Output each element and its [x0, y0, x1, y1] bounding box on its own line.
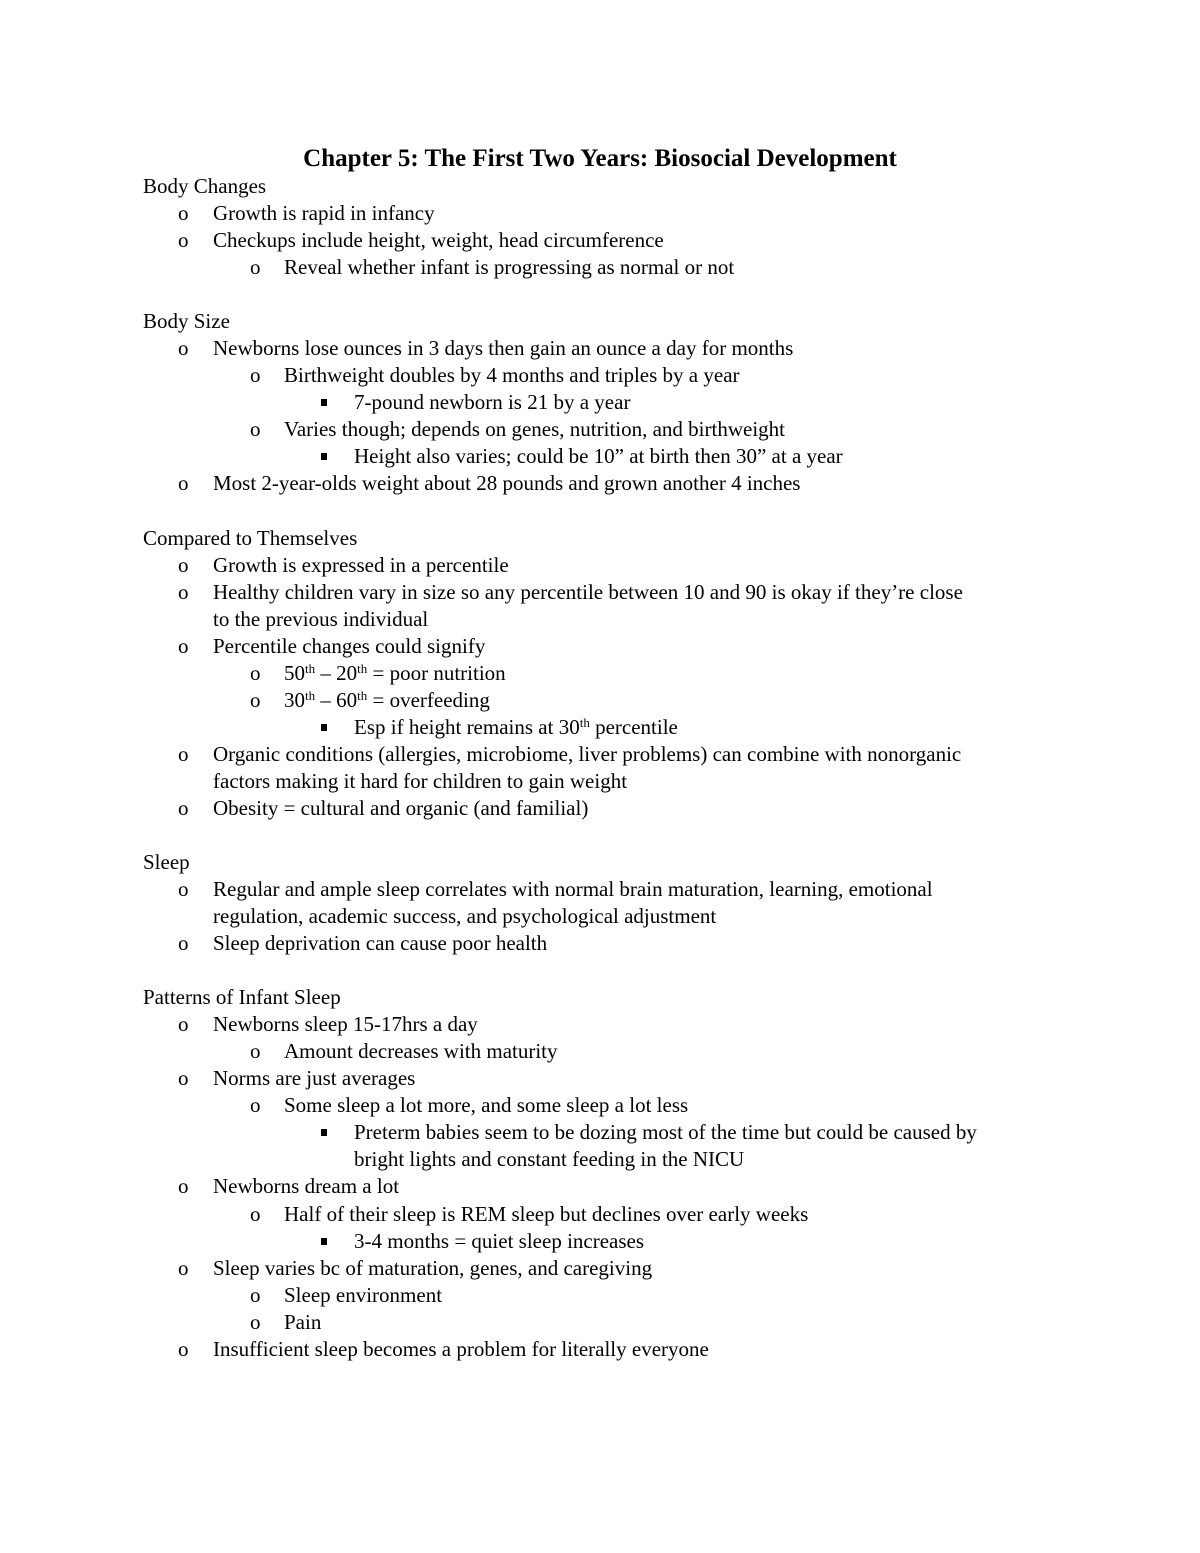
list-item: Norms are just averages	[213, 1066, 416, 1090]
bullet-marker: o	[178, 1256, 189, 1280]
list-item-continuation: bright lights and constant feeding in the NICU	[354, 1147, 745, 1171]
list-item: Sleep environment	[284, 1283, 443, 1307]
bullet-marker: o	[178, 1337, 189, 1361]
square-bullet-icon	[321, 399, 327, 406]
bullet-marker: o	[250, 1202, 261, 1226]
list-item-continuation: factors making it hard for children to gain weight	[213, 769, 628, 793]
list-item: Pain	[284, 1310, 322, 1334]
list-item: Esp if height remains at 30th percentile	[354, 715, 678, 739]
list-item: Varies though; depends on genes, nutrition, and birthweight	[284, 417, 785, 441]
list-item: Reveal whether infant is progressing as normal or not	[284, 255, 735, 279]
bullet-marker: o	[178, 580, 189, 604]
bullet-marker: o	[178, 877, 189, 901]
bullet-marker: o	[250, 417, 261, 441]
bullet-marker: o	[178, 228, 189, 252]
list-item-continuation: to the previous individual	[213, 607, 429, 631]
list-item: Growth is rapid in infancy	[213, 201, 435, 225]
list-item: 7-pound newborn is 21 by a year	[354, 390, 631, 414]
bullet-marker: o	[250, 688, 261, 712]
list-item: Growth is expressed in a percentile	[213, 553, 509, 577]
list-item: Obesity = cultural and organic (and familial)	[213, 796, 589, 820]
bullet-marker: o	[250, 1310, 261, 1334]
list-item: Birthweight doubles by 4 months and triples by a year	[284, 363, 740, 387]
list-item: 50th – 20th = poor nutrition	[284, 661, 506, 685]
bullet-marker: o	[250, 363, 261, 387]
list-item: Newborns lose ounces in 3 days then gain an ounce a day for months	[213, 336, 794, 360]
square-bullet-icon	[321, 724, 327, 731]
list-item: Newborns sleep 15-17hrs a day	[213, 1012, 478, 1036]
list-item: Sleep deprivation can cause poor health	[213, 931, 548, 955]
bullet-marker: o	[178, 336, 189, 360]
square-bullet-icon	[321, 1129, 327, 1136]
list-item: Percentile changes could signify	[213, 634, 486, 658]
list-item-continuation: regulation, academic success, and psychological adjustment	[213, 904, 717, 928]
list-item: Sleep varies bc of maturation, genes, and caregiving	[213, 1256, 653, 1280]
list-item: Newborns dream a lot	[213, 1174, 400, 1198]
list-item: Amount decreases with maturity	[284, 1039, 558, 1063]
bullet-marker: o	[178, 1066, 189, 1090]
bullet-marker: o	[178, 1174, 189, 1198]
section-heading-sleep: Sleep	[143, 850, 190, 874]
bullet-marker: o	[178, 1012, 189, 1036]
section-heading-patterns-of-infant-sleep: Patterns of Infant Sleep	[143, 985, 341, 1009]
bullet-marker: o	[250, 661, 261, 685]
bullet-marker: o	[178, 742, 189, 766]
bullet-marker: o	[250, 1283, 261, 1307]
bullet-marker: o	[178, 796, 189, 820]
page-title: Chapter 5: The First Two Years: Biosocial Development	[303, 145, 897, 172]
bullet-marker: o	[250, 255, 261, 279]
section-heading-body-changes: Body Changes	[143, 174, 267, 198]
list-item: Checkups include height, weight, head circumference	[213, 228, 664, 252]
list-item: Insufficient sleep becomes a problem for literally everyone	[213, 1337, 709, 1361]
bullet-marker: o	[178, 553, 189, 577]
list-item: 3-4 months = quiet sleep increases	[354, 1229, 645, 1253]
square-bullet-icon	[321, 453, 327, 460]
section-heading-body-size: Body Size	[143, 309, 230, 333]
square-bullet-icon	[321, 1238, 327, 1245]
section-heading-compared-to-themselves: Compared to Themselves	[143, 526, 358, 550]
list-item: Most 2-year-olds weight about 28 pounds and grown another 4 inches	[213, 471, 801, 495]
list-item: Healthy children vary in size so any percentile between 10 and 90 is okay if they’re close	[213, 580, 963, 604]
bullet-marker: o	[178, 201, 189, 225]
bullet-marker: o	[178, 634, 189, 658]
bullet-marker: o	[178, 931, 189, 955]
list-item: 30th – 60th = overfeeding	[284, 688, 490, 712]
bullet-marker: o	[250, 1039, 261, 1063]
list-item: Preterm babies seem to be dozing most of the time but could be caused by	[354, 1120, 977, 1144]
bullet-marker: o	[250, 1093, 261, 1117]
list-item: Half of their sleep is REM sleep but declines over early weeks	[284, 1202, 809, 1226]
list-item: Organic conditions (allergies, microbiome, liver problems) can combine with nonorganic	[213, 742, 962, 766]
list-item: Some sleep a lot more, and some sleep a lot less	[284, 1093, 689, 1117]
bullet-marker: o	[178, 471, 189, 495]
list-item: Height also varies; could be 10” at birth then 30” at a year	[354, 444, 843, 468]
list-item: Regular and ample sleep correlates with normal brain maturation, learning, emotional	[213, 877, 933, 901]
